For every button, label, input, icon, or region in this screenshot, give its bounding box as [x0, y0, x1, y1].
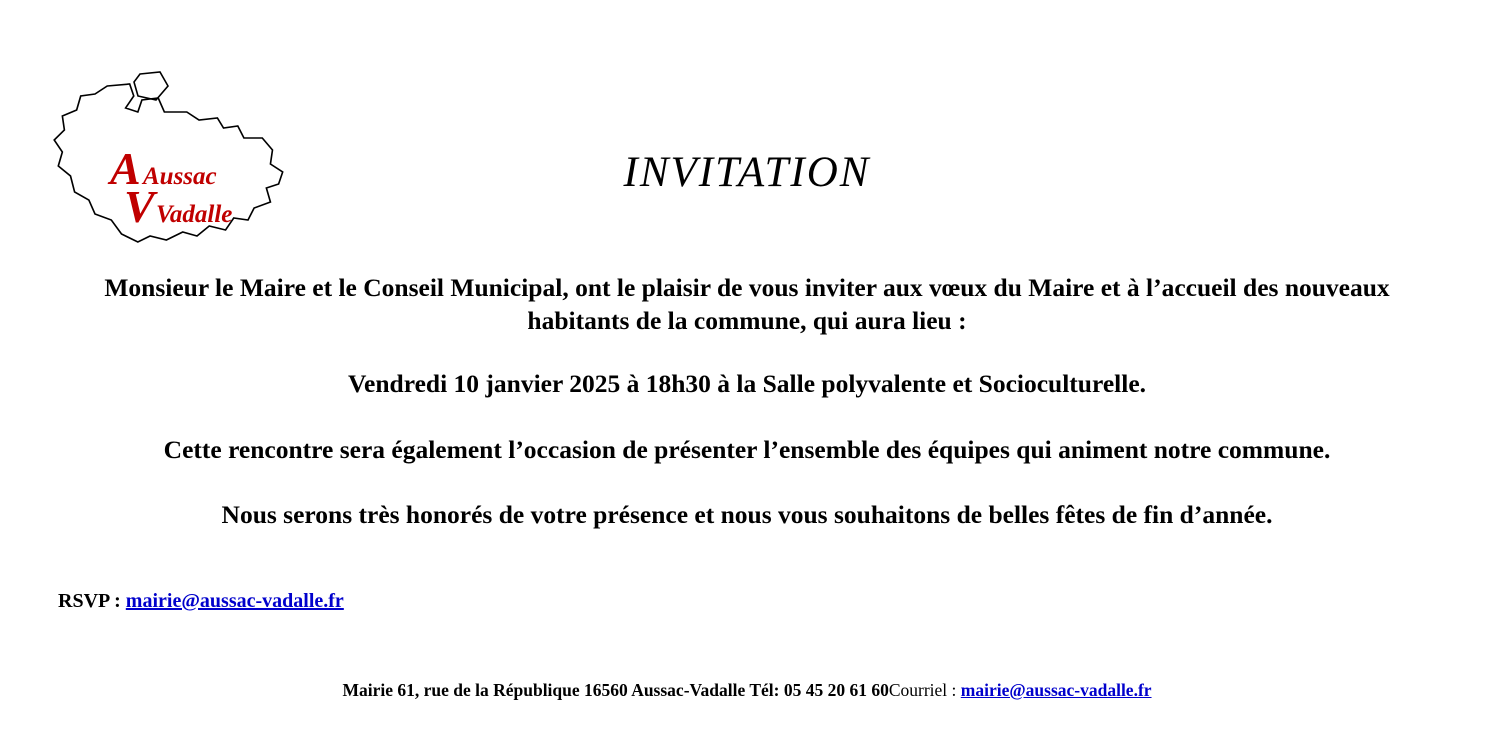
- paragraph-teams: Cette rencontre sera également l’occasion de présenter l’ensemble des équipes qui animent notre commune.: [163, 434, 1331, 464]
- invitation-body: [0, 272, 1494, 531]
- footer-phone-separator: :: [773, 680, 784, 700]
- rsvp-line: [58, 590, 344, 613]
- logo-letter-a: A: [110, 143, 141, 194]
- page-title: INVITATION: [623, 149, 871, 196]
- paragraph-invitation: Monsieur le Maire et le Conseil Municipal, ont le plaisir de vous inviter aux vœux du Maire et à l’accueil des nouveaux habitants de la commune, qui aura lieu :: [104, 273, 1390, 335]
- logo-letter-v: V: [124, 181, 155, 232]
- footer-phone: 05 45 20 61 60: [783, 680, 889, 700]
- footer-email-label: Courriel :: [888, 680, 961, 700]
- footer-address: Mairie 61, rue de la République 16560 Aussac-Vadalle Tél: [342, 680, 774, 700]
- footer: [0, 680, 1494, 701]
- logo-word-top: Aussac: [143, 163, 217, 190]
- footer-email-link[interactable]: mairie@aussac-vadalle.fr: [960, 680, 1152, 700]
- paragraph-date: Vendredi 10 janvier 2025 à 18h30 à la Salle polyvalente et Socioculturelle.: [347, 369, 1147, 399]
- logo-word-bottom: Vadalle: [156, 201, 233, 228]
- paragraph-closing: Nous serons très honorés de votre présence et nous vous souhaitons de belles fêtes de fin d’année.: [221, 499, 1273, 529]
- rsvp-email-link[interactable]: mairie@aussac-vadalle.fr: [125, 590, 344, 612]
- rsvp-label: RSVP :: [58, 590, 126, 612]
